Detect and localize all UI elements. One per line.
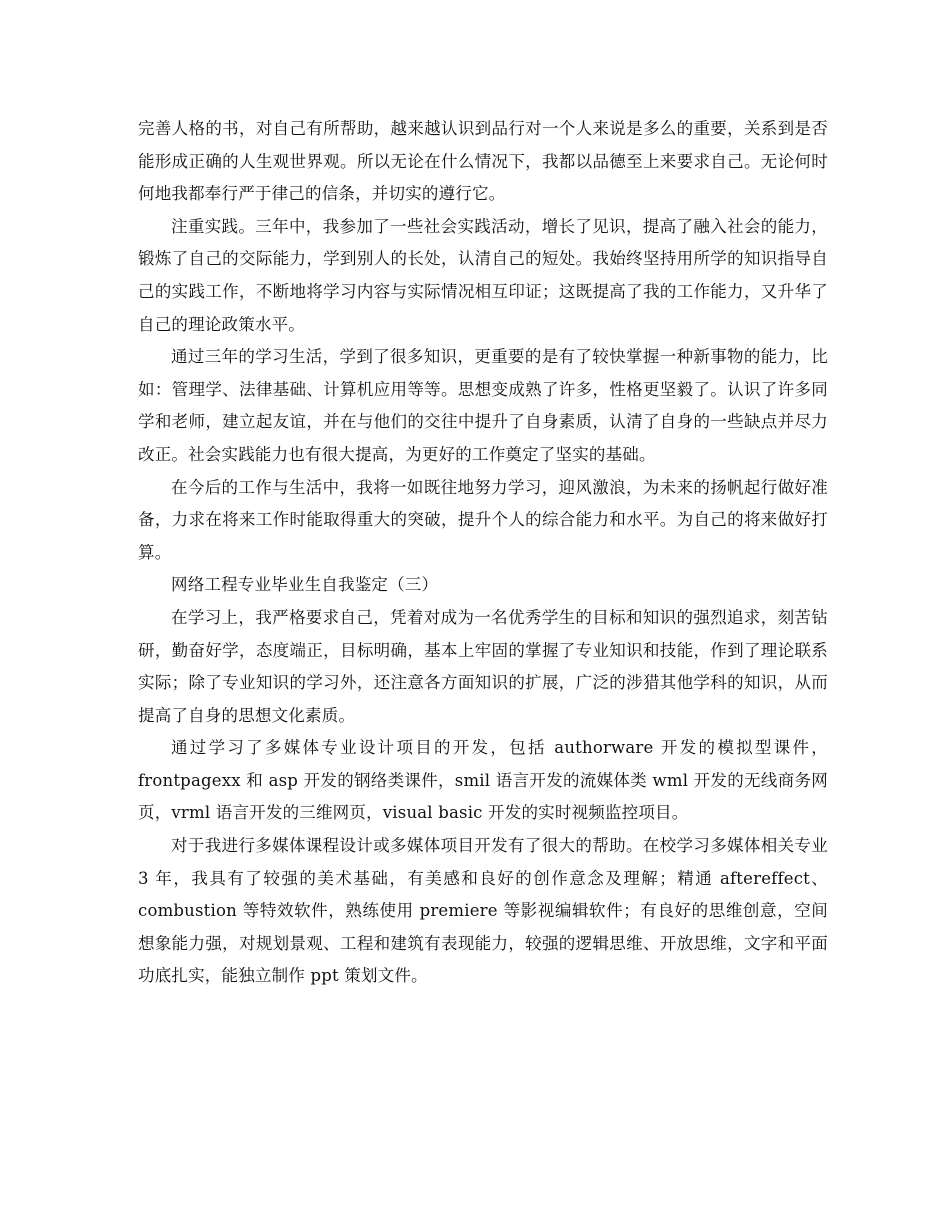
document-body [138, 113, 828, 993]
paragraph-7: 对于我进行多媒体课程设计或多媒体项目开发有了很大的帮助。在校学习多媒体相关专业 3 年，我具有了较强的美术基础，有美感和良好的创作意念及理解；精通 aftereffect、combustion 等特效软件，熟练使用 premiere 等影视编辑软件；有良好的思维创意，空间想象能力强，对规划景观、工程和建筑有表现能力，较强的逻辑思维、开放思维，文字和平面功底扎实，能独立制作 ppt 策划文件。 [138, 836, 828, 986]
paragraph-4: 在今后的工作与生活中，我将一如既往地努力学习，迎风激浪，为未来的扬帆起行做好准备，力求在将来工作时能取得重大的突破，提升个人的综合能力和水平。为自己的将来做好打算。 [138, 477, 828, 562]
paragraph-1: 完善人格的书，对自己有所帮助，越来越认识到品行对一个人来说是多么的重要，关系到是否能形成正确的人生观世界观。所以无论在什么情况下，我都以品德至上来要求自己。无论何时何地我都奉行严于律己的信条，并切实的遵行它。 [138, 119, 828, 204]
section-heading: 网络工程专业毕业生自我鉴定（三） [171, 575, 439, 595]
paragraph-2: 注重实践。三年中，我参加了一些社会实践活动，增长了见识，提高了融入社会的能力，锻炼了自己的交际能力，学到别人的长处，认清自己的短处。我始终坚持用所学的知识指导自己的实践工作，不断地将学习内容与实际情况相互印证；这既提高了我的工作能力，又升华了自己的理论政策水平。 [138, 216, 828, 334]
paragraph-3: 通过三年的学习生活，学到了很多知识，更重要的是有了较快掌握一种新事物的能力，比如：管理学、法律基础、计算机应用等等。思想变成熟了许多，性格更坚毅了。认识了许多同学和老师，建立起友谊，并在与他们的交往中提升了自身素质，认清了自身的一些缺点并尽力改正。社会实践能力也有很大提高，为更好的工作奠定了坚实的基础。 [138, 347, 828, 464]
paragraph-5: 在学习上，我严格要求自己，凭着对成为一名优秀学生的目标和知识的强烈追求，刻苦钻研，勤奋好学，态度端正，目标明确，基本上牢固的掌握了专业知识和技能，作到了理论联系实际；除了专业知识的学习外，还注意各方面知识的扩展，广泛的涉猎其他学科的知识，从而提高了自身的思想文化素质。 [138, 607, 828, 725]
paragraph-6: 通过学习了多媒体专业设计项目的开发，包括 authorware 开发的模拟型课件，frontpagexx 和 asp 开发的钢络类课件，smil 语言开发的流媒体类 wml 开发的无线商务网页，vrml 语言开发的三维网页，visual basic 开发的实时视频监控项目。 [138, 738, 828, 823]
